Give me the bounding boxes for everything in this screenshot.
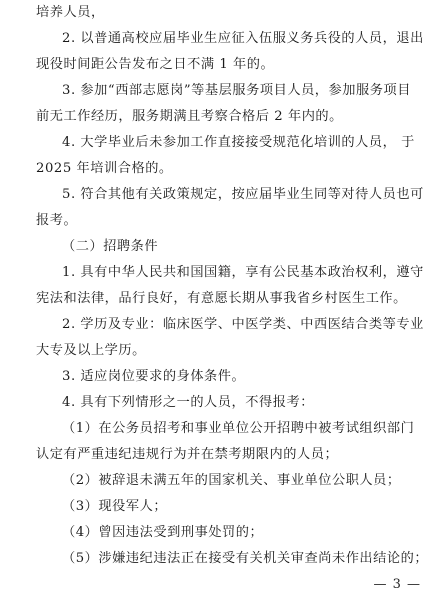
text-line: 宪法和法律，品行良好，有意愿长期从事我省乡村医生工作。	[36, 291, 407, 306]
section-heading: （二）招聘条件	[62, 239, 159, 254]
text-line: 3. 适应岗位要求的身体条件。	[62, 369, 246, 384]
text-line: 大专及以上学历。	[36, 343, 146, 358]
text-line: 认定有严重违纪违规行为并在禁考期限内的人员；	[36, 447, 339, 462]
text-line: 现役时间距公告发布之日不满 1 年的。	[36, 57, 275, 72]
text-line: 前无工作经历，服务期满且考察合格后 2 年内的。	[36, 109, 343, 124]
text-line: 2025 年培训合格的。	[36, 161, 173, 176]
text-line: （3）现役军人；	[62, 499, 168, 514]
text-line: （1）在公务员招考和事业单位公开招聘中被考试组织部门	[62, 421, 415, 436]
text-line: （4）曾因违法受到刑事处罚的；	[62, 525, 264, 540]
text-line: （5）涉嫌违纪违法正在接受有关机关审查尚未作出结论的；	[62, 551, 429, 566]
page-number: — 3 —	[373, 577, 421, 592]
text-line: 4. 具有下列情形之一的人员，不得报考：	[62, 395, 314, 410]
text-line: （2）被辞退未满五年的国家机关、事业单位公职人员；	[62, 473, 401, 488]
text-line: 4. 大学毕业后未参加工作直接接受规范化培训的人员， 于	[62, 135, 415, 150]
text-line: 2. 以普通高校应届毕业生应征入伍服义务兵役的人员，退出	[62, 31, 424, 46]
text-line: 5. 符合其他有关政策规定，按应届毕业生同等对待人员也可	[62, 187, 424, 202]
text-line: 报考。	[36, 213, 78, 228]
text-line: 1. 具有中华人民共和国国籍，享有公民基本政治权利，遵守	[62, 265, 424, 280]
text-line: 3. 参加“西部志愿岗”等基层服务项目人员，参加服务项目	[62, 83, 411, 98]
text-line: 培养人员，	[36, 5, 105, 20]
text-line: 2. 学历及专业：临床医学、中医学类、中西医结合类等专业	[62, 317, 424, 332]
